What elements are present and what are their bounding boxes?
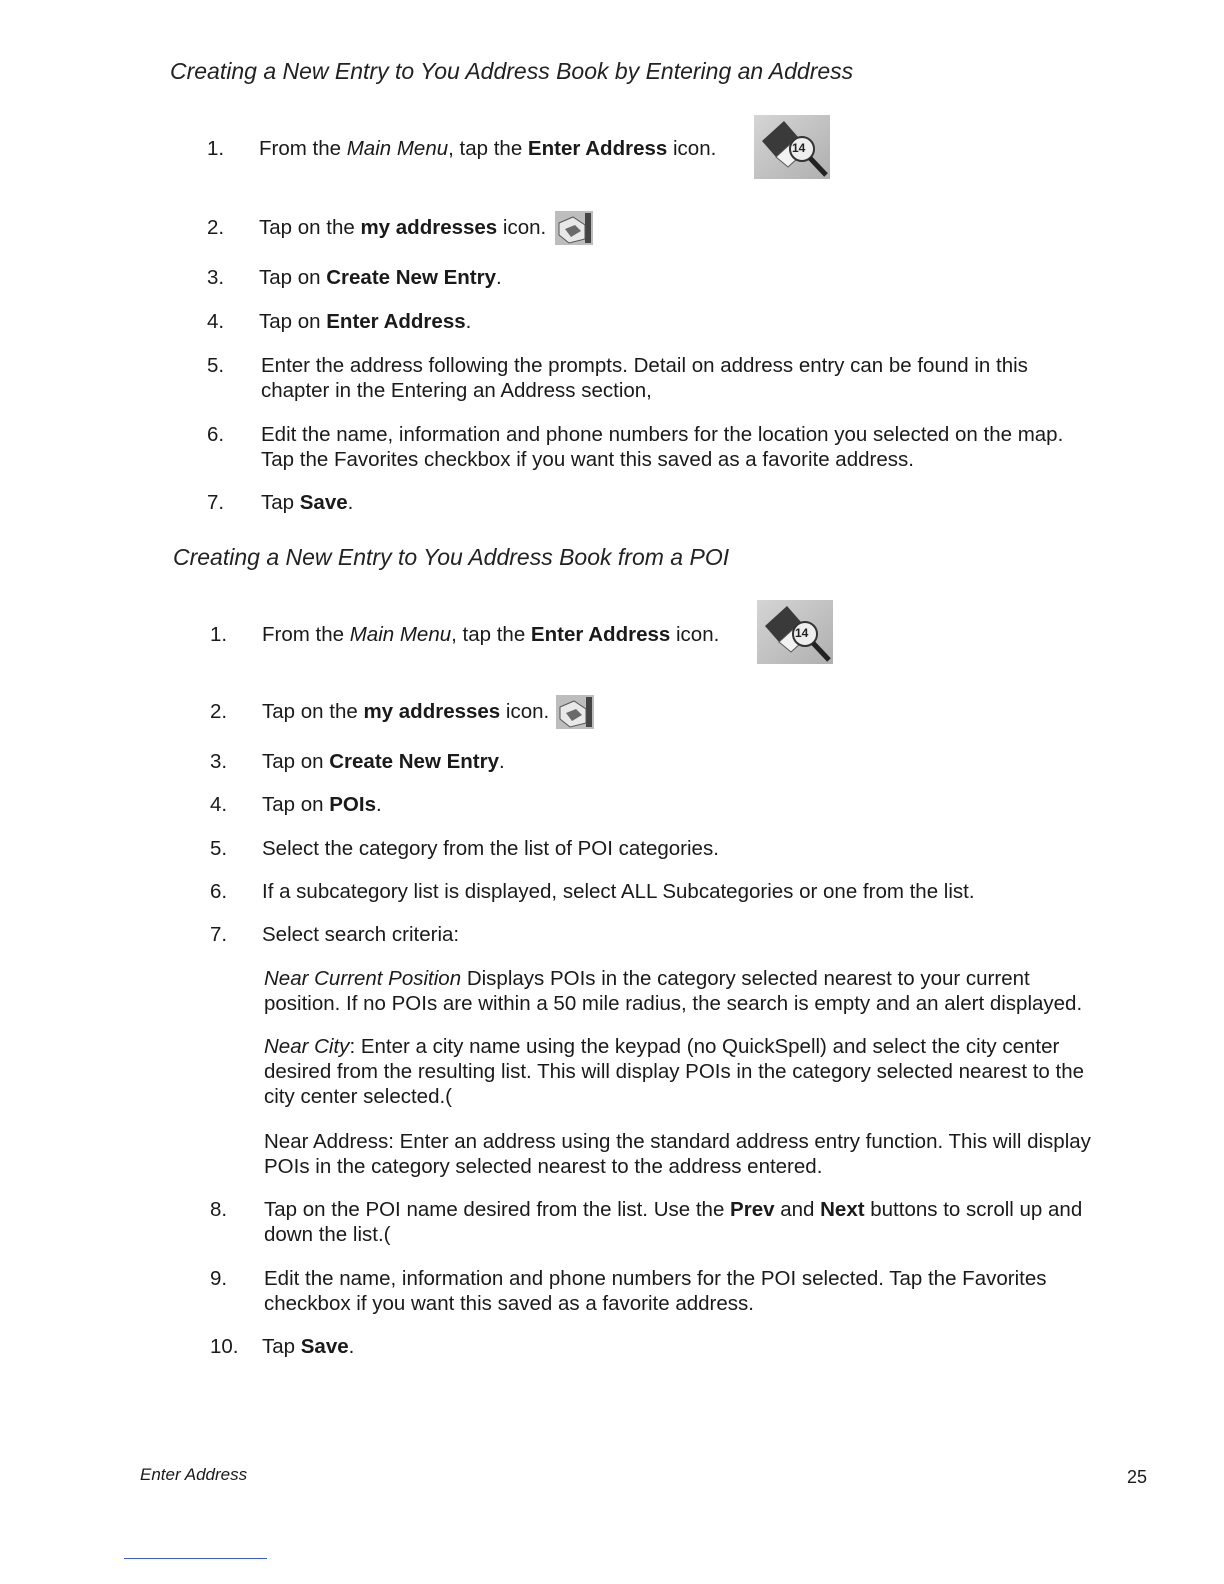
step-number: 3. — [207, 266, 225, 289]
criteria-near-address: Near Address: Enter an address using the standard address entry function. This will display POIs in the category selected nearest to the address entered. — [264, 1130, 1091, 1178]
step-number: 5. — [210, 837, 228, 860]
step-text: From the Main Menu, tap the Enter Address icon. — [262, 623, 720, 646]
section2-step-4 — [210, 792, 610, 818]
footer-section-name: Enter Address — [140, 1465, 248, 1484]
section-heading-from-poi: Creating a New Entry to You Address Book from a POI — [173, 544, 730, 570]
section1-step-6 — [207, 422, 1167, 474]
icon-badge-number: 14 — [792, 141, 806, 155]
section2-step-3 — [210, 749, 610, 775]
step-number: 2. — [210, 700, 228, 723]
step-number: 6. — [207, 423, 225, 446]
step-number: 4. — [210, 793, 228, 816]
step-text: Tap on the my addresses icon. — [262, 700, 550, 723]
step-text: Edit the name, information and phone numbers for the location you selected on the map. Tap the Favorites checkbox if you want this saved as a favorite address. — [261, 423, 1064, 471]
icon-badge-number: 14 — [795, 626, 809, 640]
section1-step-2 — [207, 215, 567, 241]
step-number: 6. — [210, 880, 228, 903]
section2-step-7 — [210, 922, 610, 948]
step-number: 7. — [210, 923, 228, 946]
section1-step-3 — [207, 265, 607, 291]
section2-step-6 — [210, 879, 1110, 905]
step-text: Tap on Create New Entry. — [259, 266, 502, 289]
page-number: 25 — [1127, 1467, 1148, 1487]
step-number: 4. — [207, 310, 225, 333]
step-number: 3. — [210, 750, 228, 773]
section1-step-4 — [207, 309, 607, 335]
step-text: Tap on Create New Entry. — [262, 750, 505, 773]
criteria-near-current-position: Near Current Position Displays POIs in the category selected nearest to your current position. If no POIs are within a 50 mile radius, the search is empty and an alert displayed. — [264, 967, 1083, 1015]
footer-rule — [124, 1558, 267, 1559]
step-text: Tap Save. — [261, 491, 354, 514]
my-addresses-icon — [556, 695, 594, 729]
section2-step-1 — [210, 622, 770, 648]
step-number: 5. — [207, 354, 225, 377]
my-addresses-icon — [555, 211, 593, 245]
step-number: 10. — [210, 1335, 239, 1358]
section1-step-5 — [207, 353, 1167, 405]
enter-address-icon — [754, 115, 830, 179]
step-text: Edit the name, information and phone numbers for the POI selected. Tap the Favorites checkbox if you want this saved as a favorite address. — [264, 1267, 1047, 1315]
section-heading-entering-address: Creating a New Entry to You Address Book by Entering an Address — [170, 58, 854, 84]
step-text: Select search criteria: — [262, 923, 460, 946]
step-number: 7. — [207, 491, 225, 514]
step-text: Tap on the POI name desired from the list. Use the Prev and Next buttons to scroll up and down the list.( — [264, 1198, 1083, 1246]
section2-step-2 — [210, 699, 570, 725]
step-text: Select the category from the list of POI categories. — [262, 837, 719, 860]
step-number: 2. — [207, 216, 225, 239]
step-text: Enter the address following the prompts. Detail on address entry can be found in this chapter in the Entering an Address section, — [261, 354, 1028, 402]
step-number: 1. — [210, 623, 228, 646]
step-text: From the Main Menu, tap the Enter Address icon. — [259, 137, 717, 160]
criteria-near-city: Near City: Enter a city name using the keypad (no QuickSpell) and select the city center desired from the resulting list. This will display POIs in the category selected nearest to the city center selected.( — [264, 1035, 1085, 1108]
section2-step-10 — [210, 1334, 510, 1360]
section1-step-1 — [207, 136, 767, 162]
section2-step-5 — [210, 836, 1010, 862]
enter-address-icon — [757, 600, 833, 664]
step-text: Tap Save. — [262, 1335, 355, 1358]
step-number: 9. — [210, 1267, 228, 1290]
section2-step-9 — [210, 1266, 1170, 1318]
step-text: Tap on the my addresses icon. — [259, 216, 547, 239]
step-number: 1. — [207, 137, 225, 160]
section1-step-7 — [207, 490, 507, 516]
step-text: If a subcategory list is displayed, select ALL Subcategories or one from the list. — [262, 880, 975, 903]
step-text: Tap on POIs. — [262, 793, 382, 816]
section2-step-8 — [210, 1197, 1170, 1249]
step-number: 8. — [210, 1198, 228, 1221]
step-text: Tap on Enter Address. — [259, 310, 472, 333]
